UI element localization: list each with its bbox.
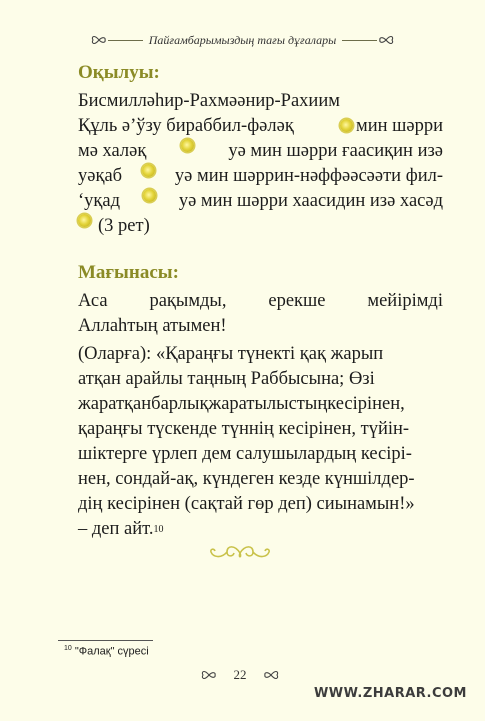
site-watermark: WWW.ZHARAR.COM bbox=[313, 686, 467, 701]
text-line bbox=[78, 517, 443, 542]
word: ерекше bbox=[268, 291, 326, 311]
verse-text: уәқаб bbox=[78, 166, 123, 186]
flower-dot-icon bbox=[143, 189, 156, 202]
text-line bbox=[78, 189, 443, 214]
footnote-number: 10 bbox=[64, 645, 72, 652]
header-ornament-right-icon bbox=[377, 33, 395, 47]
running-header bbox=[90, 30, 395, 50]
verse-text: мин шәрри bbox=[356, 116, 443, 136]
footnote-text: "Фалақ" сүресі bbox=[74, 645, 149, 658]
verse-text: мә халәқ bbox=[78, 141, 147, 161]
text-line bbox=[78, 417, 443, 442]
meaning-line: жаратқанбарлықжаратылыстыңкесірінен, bbox=[78, 394, 405, 414]
verse-text: уә мин шәрри ғаасиқин изә bbox=[228, 141, 443, 161]
text-line bbox=[78, 342, 443, 367]
meaning-text bbox=[78, 289, 443, 542]
flower-dot-icon bbox=[142, 164, 155, 177]
page-number: 22 bbox=[233, 667, 247, 682]
footnote bbox=[64, 645, 149, 658]
text-line bbox=[78, 492, 443, 517]
footnote-rule bbox=[58, 640, 153, 641]
flower-dot-icon bbox=[340, 119, 353, 132]
section-divider-icon bbox=[205, 543, 275, 563]
meaning-line: Аллаһтың атымен! bbox=[78, 316, 227, 336]
reading-text bbox=[78, 89, 443, 239]
text-line bbox=[78, 139, 443, 164]
footnote-reference[interactable]: 10 bbox=[153, 524, 164, 535]
text-line bbox=[78, 367, 443, 392]
text-line bbox=[78, 214, 443, 239]
flower-dot-icon bbox=[181, 139, 194, 152]
word: Аса bbox=[78, 291, 108, 311]
repeat-note: (3 рет) bbox=[98, 216, 150, 236]
verse-text: уә мин шәррин-нәффәәсәәти фил- bbox=[174, 166, 443, 186]
word: мейірімді bbox=[367, 291, 443, 311]
text-line bbox=[78, 89, 443, 114]
meaning-line: дің кесірінен (сақтай гөр деп) сиынамын!» bbox=[78, 494, 415, 514]
meaning-line: – деп айт. bbox=[78, 519, 154, 539]
page-footer bbox=[200, 667, 280, 683]
meaning-line: нен, сондай-ақ, күндеген кезде күншілдер- bbox=[78, 469, 415, 489]
meaning-line: атқан арайлы таңның Раббысына; Өзі bbox=[78, 369, 375, 389]
reading-heading: Оқылуы: bbox=[78, 62, 160, 83]
header-title: Пайғамбарымыздың тағы дұғалары bbox=[143, 33, 343, 48]
word: рақымды, bbox=[149, 291, 227, 311]
text-line bbox=[78, 114, 443, 139]
basmala-text: Бисмилләһир-Рахмәәнир-Рахиим bbox=[78, 91, 340, 111]
header-ornament-left-icon bbox=[90, 33, 108, 47]
meaning-line: (Оларға): «Қараңғы түнекті қақ жарып bbox=[78, 344, 384, 364]
text-line bbox=[78, 442, 443, 467]
text-line bbox=[78, 392, 443, 417]
verse-text: Құль ә’ўзу бираббил-фәләқ bbox=[78, 116, 294, 136]
text-line bbox=[78, 467, 443, 492]
verse-text: уә мин шәрри хаасидин изә хасәд bbox=[178, 191, 443, 211]
flower-dot-icon bbox=[78, 214, 91, 227]
footer-ornament-left-icon bbox=[200, 668, 218, 682]
text-line bbox=[78, 289, 443, 314]
text-line bbox=[78, 164, 443, 189]
footer-ornament-right-icon bbox=[262, 668, 280, 682]
text-line bbox=[78, 314, 443, 339]
meaning-heading: Мағынасы: bbox=[78, 262, 179, 283]
meaning-line: шіктерге үрлеп дем салушылардың кесірі- bbox=[78, 444, 412, 464]
meaning-line: қараңғы түскенде түннің кесірінен, түйін- bbox=[78, 419, 410, 439]
verse-text: ‘уқад bbox=[78, 191, 121, 211]
